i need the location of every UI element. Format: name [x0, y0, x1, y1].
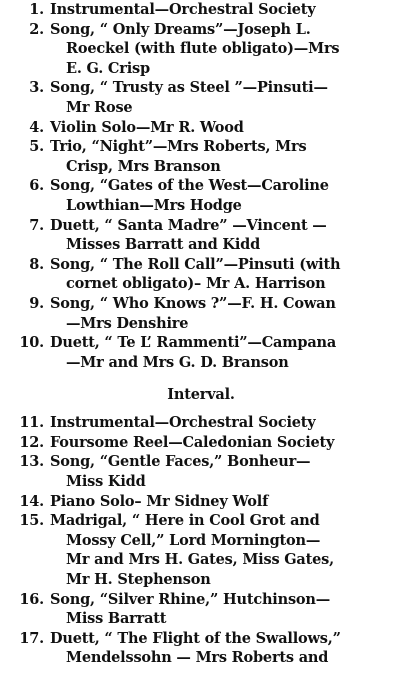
item-text-continuation: Miss Barratt [66, 610, 167, 628]
item-text: Song, “ The Roll Call”—Pinsuti (with [50, 255, 341, 273]
item-text-continuation: Mendelssohn — Mrs Roberts and [66, 649, 329, 667]
item-number: 8. [29, 255, 44, 273]
item-text-continuation: Roeckel (with flute obligato)—Mrs [66, 40, 340, 58]
item-text-continuation: cornet obligato)– Mr A. Harrison [66, 275, 326, 293]
programme-item [0, 511, 402, 589]
programme-item [0, 413, 402, 433]
programme-item [0, 433, 402, 453]
item-text: Foursome Reel—Caledonian Society [50, 433, 335, 451]
item-number: 11. [19, 414, 44, 432]
item-text: Song, “Silver Rhine,” Hutchinson— [50, 590, 331, 608]
item-text: Song, “ Only Dreams”—Joseph L. [50, 20, 311, 38]
item-number: 14. [19, 492, 44, 510]
item-text-continuation: Mossy Cell,” Lord Mornington— [66, 531, 321, 549]
programme-item [0, 333, 402, 372]
item-text-continuation: Mr Rose [66, 98, 133, 116]
programme-item [0, 78, 402, 117]
item-text-continuation: E. G. Crisp [66, 59, 150, 77]
programme-item [0, 452, 402, 491]
item-text-continuation: Mr H. Stephenson [66, 571, 211, 589]
item-text-continuation: —Mrs Denshire [66, 314, 189, 332]
item-text-continuation: —Mr and Mrs G. D. Branson [66, 353, 289, 371]
item-text: Duett, “ Te L’ Rammenti”—Campana [50, 334, 337, 352]
item-number: 15. [19, 512, 44, 530]
programme-item [0, 176, 402, 215]
programme-item [0, 216, 402, 255]
programme-item [0, 137, 402, 176]
item-number: 5. [29, 138, 44, 156]
item-text: Song, “Gates of the West—Caroline [50, 177, 329, 195]
item-number: 17. [19, 629, 44, 647]
programme-item [0, 118, 402, 138]
item-text: Instrumental—Orchestral Society [50, 414, 316, 432]
item-text: Duett, “ Santa Madre” —Vincent — [50, 216, 327, 234]
item-text: Trio, “Night”—Mrs Roberts, Mrs [50, 138, 307, 156]
item-number: 4. [29, 118, 44, 136]
item-number: 13. [19, 453, 44, 471]
item-text: Song, “Gentle Faces,” Bonheur— [50, 453, 311, 471]
item-text: Violin Solo—Mr R. Wood [50, 118, 244, 136]
item-number: 3. [29, 79, 44, 97]
programme-item [0, 255, 402, 294]
item-text: Instrumental—Orchestral Society [50, 1, 316, 18]
programme-item [0, 629, 402, 668]
item-number: 16. [19, 590, 44, 608]
item-text-continuation: Miss Kidd [66, 473, 146, 491]
item-text-continuation: Mr and Mrs H. Gates, Miss Gates, [66, 551, 334, 569]
item-number: 10. [19, 334, 44, 352]
programme-part-two [0, 413, 402, 668]
programme-item [0, 492, 402, 512]
item-text-continuation: Crisp, Mrs Branson [66, 157, 221, 175]
item-text-continuation: Misses Barratt and Kidd [66, 236, 261, 254]
programme-item [0, 294, 402, 333]
item-number: 9. [29, 294, 44, 312]
item-number: 6. [29, 177, 44, 195]
item-number: 7. [29, 216, 44, 234]
item-text: Duett, “ The Flight of the Swallows,” [50, 629, 341, 647]
interval-heading: Interval. [167, 386, 235, 404]
item-text: Piano Solo– Mr Sidney Wolf [50, 492, 269, 510]
item-text-continuation: Lowthian—Mrs Hodge [66, 196, 242, 214]
programme-item [0, 0, 402, 20]
item-number: 2. [29, 20, 44, 38]
item-number: 1. [29, 1, 44, 18]
item-number: 12. [19, 433, 44, 451]
item-text: Song, “ Who Knows ?”—F. H. Cowan [50, 294, 336, 312]
item-text: Madrigal, “ Here in Cool Grot and [50, 512, 320, 530]
programme-item [0, 20, 402, 79]
item-text: Song, “ Trusty as Steel ”—Pinsuti— [50, 79, 328, 97]
programme-item [0, 590, 402, 629]
